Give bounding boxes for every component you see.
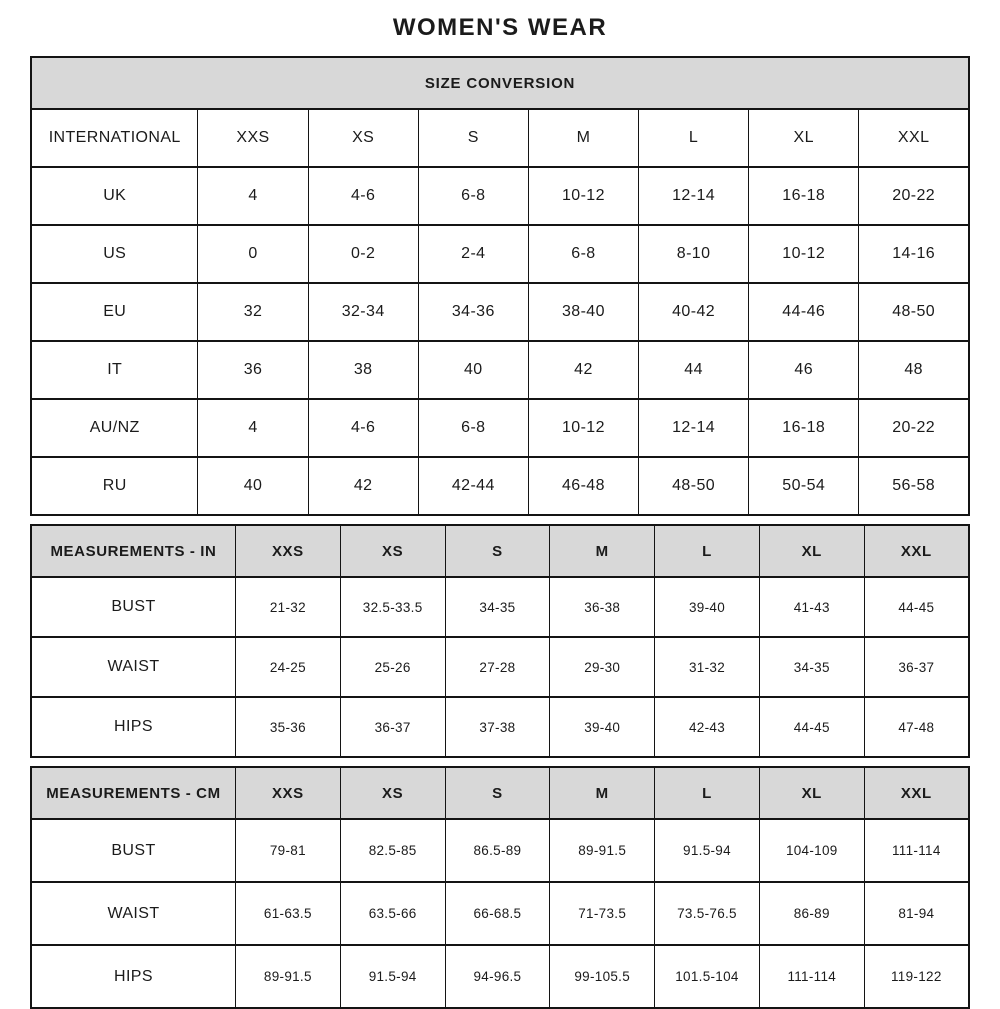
measurement-cell: 39-40 [550, 697, 655, 757]
page-title: WOMEN'S WEAR [392, 14, 608, 41]
size-cell: 0-2 [308, 225, 418, 283]
measurement-cell: 101.5-104 [655, 945, 760, 1008]
measurement-cell: 86.5-89 [445, 819, 550, 882]
size-cell: 40-42 [639, 283, 749, 341]
size-cell: 10-12 [528, 167, 638, 225]
row-label: UK [31, 167, 198, 225]
measurement-cell: 21-32 [235, 577, 340, 637]
size-cell: 10-12 [528, 399, 638, 457]
row-label: HIPS [31, 945, 235, 1008]
measurement-cell: 27-28 [445, 637, 550, 697]
size-cell: 4-6 [308, 399, 418, 457]
size-cell: 6-8 [418, 167, 528, 225]
size-cell: 46 [749, 341, 859, 399]
row-label: BUST [31, 819, 235, 882]
measurement-cell: 36-37 [864, 637, 969, 697]
measurement-cell: 34-35 [759, 637, 864, 697]
column-header-xxl: XXL [859, 109, 969, 167]
table-row-waist [31, 637, 969, 697]
measurement-cell: 73.5-76.5 [655, 882, 760, 945]
column-header-xxs: XXS [235, 767, 340, 819]
table-header-row [31, 525, 969, 577]
size-cell: 16-18 [749, 399, 859, 457]
measurement-cell: 44-45 [759, 697, 864, 757]
row-label: EU [31, 283, 198, 341]
measurement-cell: 91.5-94 [655, 819, 760, 882]
measurement-cell: 63.5-66 [340, 882, 445, 945]
column-header-s: S [445, 767, 550, 819]
measurement-cell: 119-122 [864, 945, 969, 1008]
size-cell: 4 [198, 167, 308, 225]
row-label: BUST [31, 577, 235, 637]
size-cell: 34-36 [418, 283, 528, 341]
size-cell: 10-12 [749, 225, 859, 283]
size-cell: 48-50 [859, 283, 969, 341]
size-cell: 40 [418, 341, 528, 399]
size-cell: 44-46 [749, 283, 859, 341]
column-header-xl: XL [759, 767, 864, 819]
size-cell: 50-54 [749, 457, 859, 515]
column-header-xxs: XXS [235, 525, 340, 577]
column-header-m: M [550, 525, 655, 577]
table-row-eu [31, 283, 969, 341]
measurement-cell: 37-38 [445, 697, 550, 757]
table-row-waist [31, 882, 969, 945]
measurement-cell: 61-63.5 [235, 882, 340, 945]
row-label: WAIST [31, 637, 235, 697]
table-row-uk [31, 167, 969, 225]
size-cell: 42-44 [418, 457, 528, 515]
size-cell: 38-40 [528, 283, 638, 341]
measurement-cell: 111-114 [759, 945, 864, 1008]
size-cell: 12-14 [639, 399, 749, 457]
measurement-cell: 91.5-94 [340, 945, 445, 1008]
size-cell: 56-58 [859, 457, 969, 515]
measurement-cell: 89-91.5 [235, 945, 340, 1008]
measurement-cell: 86-89 [759, 882, 864, 945]
size-cell: 36 [198, 341, 308, 399]
column-header-l: L [655, 767, 760, 819]
size-cell: 48-50 [639, 457, 749, 515]
measurement-cell: 94-96.5 [445, 945, 550, 1008]
size-cell: 0 [198, 225, 308, 283]
size-cell: 6-8 [418, 399, 528, 457]
size-cell: 42 [308, 457, 418, 515]
size-cell: 8-10 [639, 225, 749, 283]
table-caption-row [31, 57, 969, 109]
column-header-xs: XS [308, 109, 418, 167]
row-label: IT [31, 341, 198, 399]
size-cell: 16-18 [749, 167, 859, 225]
measurement-cell: 24-25 [235, 637, 340, 697]
table-row-it [31, 341, 969, 399]
column-header-l: L [639, 109, 749, 167]
measurement-cell: 99-105.5 [550, 945, 655, 1008]
measurement-cell: 36-37 [340, 697, 445, 757]
column-header-xs: XS [340, 767, 445, 819]
size-cell: 46-48 [528, 457, 638, 515]
measurement-cell: 39-40 [655, 577, 760, 637]
size-cell: 2-4 [418, 225, 528, 283]
size-cell: 38 [308, 341, 418, 399]
measurement-cell: 81-94 [864, 882, 969, 945]
row-label: HIPS [31, 697, 235, 757]
measurement-cell: 29-30 [550, 637, 655, 697]
column-header-xxl: XXL [864, 525, 969, 577]
column-header-xl: XL [759, 525, 864, 577]
column-header-s: S [445, 525, 550, 577]
table-spacer [30, 758, 970, 766]
measurement-cell: 104-109 [759, 819, 864, 882]
measurement-cell: 89-91.5 [550, 819, 655, 882]
column-header-xxs: XXS [198, 109, 308, 167]
measurement-cell: 47-48 [864, 697, 969, 757]
table-row-bust [31, 577, 969, 637]
size-cell: 48 [859, 341, 969, 399]
size-cell: 14-16 [859, 225, 969, 283]
size-cell: 20-22 [859, 167, 969, 225]
column-header-m: M [528, 109, 638, 167]
measurement-cell: 35-36 [235, 697, 340, 757]
column-header-international: INTERNATIONAL [31, 109, 198, 167]
size-cell: 40 [198, 457, 308, 515]
measurement-cell: 31-32 [655, 637, 760, 697]
table-header-row [31, 109, 969, 167]
column-header-xl: XL [749, 109, 859, 167]
measurements-cm-title: MEASUREMENTS - CM [31, 767, 235, 819]
measurement-cell: 36-38 [550, 577, 655, 637]
measurement-cell: 79-81 [235, 819, 340, 882]
measurements-in-title: MEASUREMENTS - IN [31, 525, 235, 577]
measurement-cell: 111-114 [864, 819, 969, 882]
measurement-cell: 71-73.5 [550, 882, 655, 945]
table-row-bust [31, 819, 969, 882]
measurement-cell: 44-45 [864, 577, 969, 637]
size-cell: 42 [528, 341, 638, 399]
measurements-cm-table [30, 766, 970, 1009]
size-cell: 44 [639, 341, 749, 399]
size-conversion-caption: SIZE CONVERSION [31, 57, 969, 109]
table-header-row [31, 767, 969, 819]
size-cell: 20-22 [859, 399, 969, 457]
table-row-aunz [31, 399, 969, 457]
measurement-cell: 32.5-33.5 [340, 577, 445, 637]
row-label: US [31, 225, 198, 283]
size-cell: 32 [198, 283, 308, 341]
size-conversion-table [30, 56, 970, 516]
size-cell: 4-6 [308, 167, 418, 225]
size-cell: 4 [198, 399, 308, 457]
measurement-cell: 34-35 [445, 577, 550, 637]
table-row-us [31, 225, 969, 283]
row-label: WAIST [31, 882, 235, 945]
column-header-xxl: XXL [864, 767, 969, 819]
row-label: RU [31, 457, 198, 515]
size-cell: 32-34 [308, 283, 418, 341]
measurements-in-table [30, 524, 970, 758]
column-header-xs: XS [340, 525, 445, 577]
table-row-hips [31, 945, 969, 1008]
measurement-cell: 82.5-85 [340, 819, 445, 882]
size-cell: 6-8 [528, 225, 638, 283]
column-header-m: M [550, 767, 655, 819]
size-cell: 12-14 [639, 167, 749, 225]
table-row-hips [31, 697, 969, 757]
measurement-cell: 66-68.5 [445, 882, 550, 945]
table-spacer [30, 516, 970, 524]
table-row-ru [31, 457, 969, 515]
row-label: AU/NZ [31, 399, 198, 457]
column-header-s: S [418, 109, 528, 167]
column-header-l: L [655, 525, 760, 577]
measurement-cell: 41-43 [759, 577, 864, 637]
measurement-cell: 42-43 [655, 697, 760, 757]
measurement-cell: 25-26 [340, 637, 445, 697]
